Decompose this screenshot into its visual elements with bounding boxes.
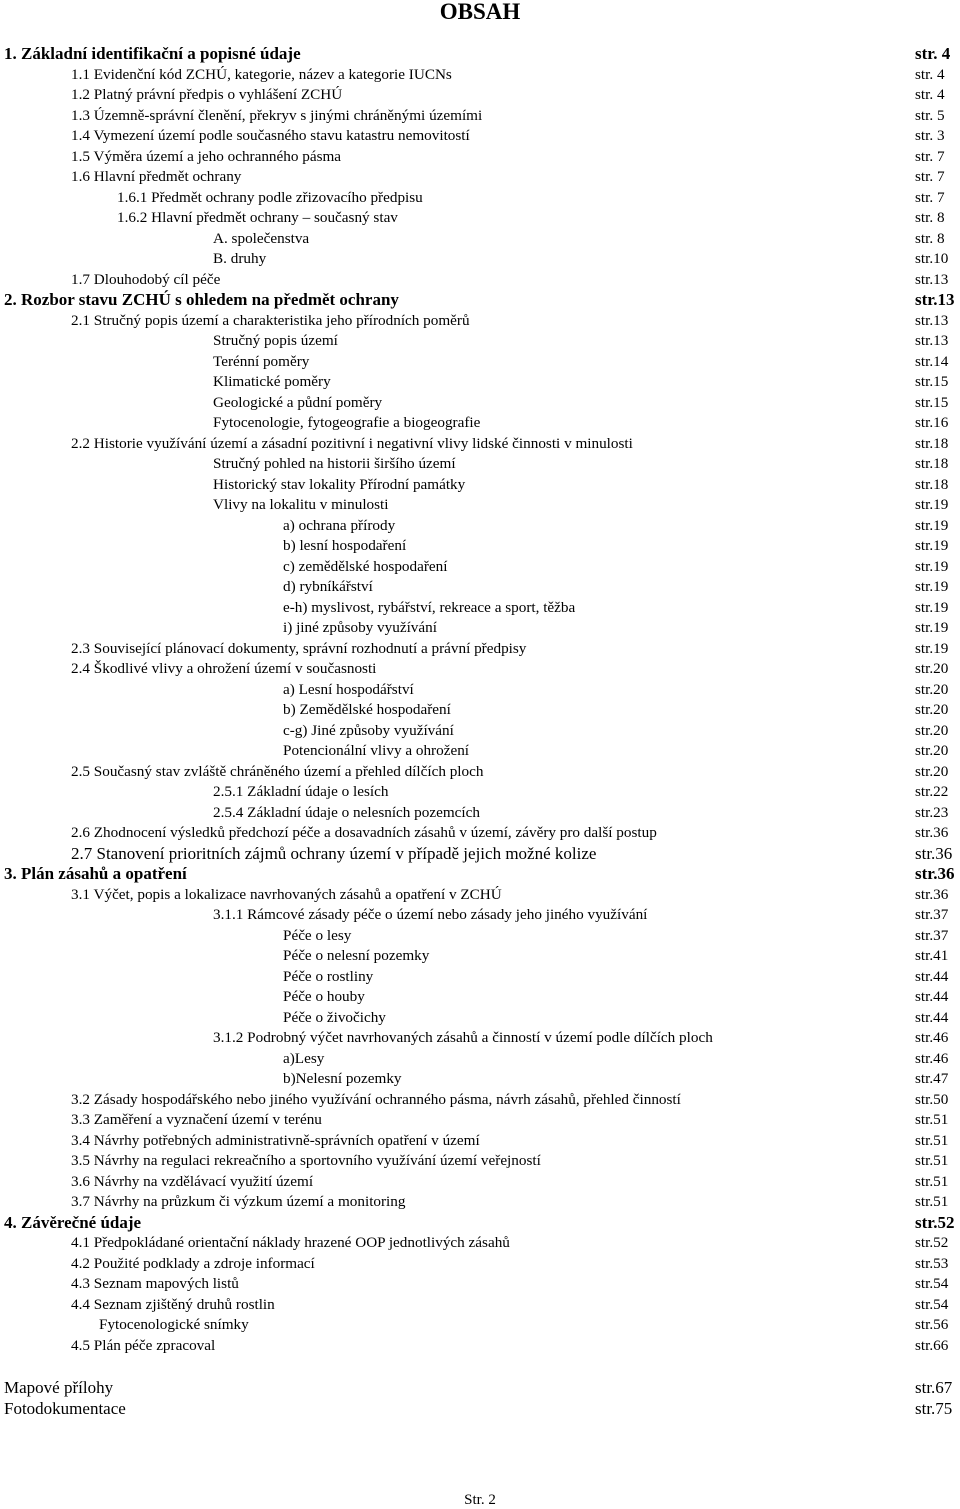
page-title: OBSAH bbox=[439, 0, 521, 24]
toc-entry-label: 1.2 Platný právní předpis o vyhlášení ZCHÚ bbox=[71, 86, 343, 103]
toc-entry-label: A. společenstva bbox=[213, 229, 310, 247]
toc-entry-label: Terénní poměry bbox=[213, 352, 310, 370]
toc-row-historie-sirsiho-uzemi[interactable] bbox=[0, 454, 960, 475]
toc-page-number: str.36 bbox=[915, 843, 953, 863]
toc-row-historicky-stav[interactable] bbox=[0, 475, 960, 496]
toc-page-number: str. 4 bbox=[915, 86, 945, 103]
toc-entry-label: 1.6.2 Hlavní předmět ochrany – současný stav bbox=[117, 209, 398, 226]
toc-entry-label: 4. Závěrečné údaje bbox=[4, 1212, 142, 1232]
toc-row-lesni-hospodarstvi[interactable] bbox=[0, 680, 960, 701]
toc-page-number: str.19 bbox=[915, 516, 949, 534]
toc-entry-label: Péče o lesy bbox=[283, 926, 352, 944]
toc-page-number: str.20 bbox=[915, 721, 949, 739]
toc-row-fytocenologicke-snimky[interactable] bbox=[0, 1315, 960, 1336]
toc-row-3-3[interactable] bbox=[0, 1110, 960, 1131]
toc-page-number: str.13 bbox=[915, 332, 949, 349]
toc-row-pece-o-houby[interactable] bbox=[0, 987, 960, 1008]
toc-page-number: str.19 bbox=[915, 598, 949, 616]
toc-row-fytocenologie[interactable] bbox=[0, 413, 960, 434]
toc-entry-label: a)Lesy bbox=[283, 1049, 325, 1067]
toc-entry-label: 2.3 Související plánovací dokumenty, správní rozhodnutí a právní předpisy bbox=[71, 639, 527, 657]
toc-row-3-7[interactable] bbox=[0, 1192, 960, 1213]
toc-row-zemedelske-hospodareni[interactable] bbox=[0, 557, 960, 578]
toc-row-1-5[interactable] bbox=[0, 147, 960, 168]
toc-page-number: str.20 bbox=[915, 742, 949, 759]
toc-page-number: str.18 bbox=[915, 455, 949, 472]
toc-page-number: str.56 bbox=[915, 1316, 949, 1333]
toc-row-3-1[interactable] bbox=[0, 885, 960, 906]
toc-page-number: str.13 bbox=[915, 311, 949, 329]
toc-entry-label: 1.1 Evidenční kód ZCHÚ, kategorie, název a kategorie IUCNs bbox=[71, 65, 452, 83]
toc-entry-label: 2.6 Zhodnocení výsledků předchozí péče a dosavadních zásahů v území, závěry pro další postup bbox=[71, 824, 657, 841]
toc-row-4-4[interactable] bbox=[0, 1295, 960, 1316]
toc-row-klimaticke-pomery[interactable] bbox=[0, 372, 960, 393]
toc-row-3-1-1[interactable] bbox=[0, 905, 960, 926]
toc-page-number: str.19 bbox=[915, 619, 949, 636]
toc-page-number: str.46 bbox=[915, 1029, 949, 1046]
toc-row-terenni-pomery[interactable] bbox=[0, 352, 960, 373]
toc-entry-label: 2.2 Historie využívání území a zásadní pozitivní i negativní vlivy lidské činnosti v minulosti bbox=[71, 434, 633, 452]
toc-page-number: str.36 bbox=[915, 885, 949, 903]
toc-entry-label: Mapové přílohy bbox=[4, 1378, 114, 1397]
toc-row-3[interactable] bbox=[0, 864, 960, 885]
toc-row-pece-o-lesy[interactable] bbox=[0, 926, 960, 947]
toc-page-number: str.44 bbox=[915, 967, 949, 985]
toc-entry-label: i) jiné způsoby využívání bbox=[283, 619, 437, 636]
toc-entry-label: Fytocenologické snímky bbox=[99, 1316, 249, 1333]
toc-entry-label: 3.2 Zásady hospodářského nebo jiného využívání ochranného pásma, návrh zásahů, přehled činností bbox=[71, 1090, 681, 1108]
toc-row-1-7[interactable] bbox=[0, 270, 960, 291]
toc-entry-label: 2.5 Současný stav zvláště chráněného území a přehled dílčích ploch bbox=[71, 762, 484, 780]
toc-page-number: str.36 bbox=[915, 824, 949, 841]
toc-row-2-7[interactable] bbox=[0, 844, 960, 865]
toc-row-1-2[interactable] bbox=[0, 85, 960, 106]
toc-entry-label: 1.6.1 Předmět ochrany podle zřizovacího předpisu bbox=[117, 188, 423, 206]
toc-row-potencionalni-vlivy[interactable] bbox=[0, 741, 960, 762]
toc-row-3-4[interactable] bbox=[0, 1131, 960, 1152]
toc-entry-label: e-h) myslivost, rybářství, rekreace a sport, těžba bbox=[283, 598, 576, 616]
toc-entry-label: 3.1 Výčet, popis a lokalizace navrhovaných zásahů a opatření v ZCHÚ bbox=[71, 885, 502, 903]
table-of-contents bbox=[0, 44, 960, 1419]
toc-page-number: str.37 bbox=[915, 926, 949, 944]
toc-entry-label: 2.1 Stručný popis území a charakteristika jeho přírodních poměrů bbox=[71, 311, 470, 329]
toc-row-rybnikarstvi[interactable] bbox=[0, 577, 960, 598]
toc-entry-label: B. druhy bbox=[213, 250, 267, 267]
toc-row-geologicke-pomery[interactable] bbox=[0, 393, 960, 414]
toc-row-mapove-prilohy[interactable] bbox=[0, 1378, 960, 1399]
toc-page-number: str.36 bbox=[915, 864, 955, 883]
toc-entry-label: 1.7 Dlouhodobý cíl péče bbox=[71, 270, 221, 288]
toc-page-number: str.52 bbox=[915, 1212, 955, 1232]
toc-entry-label: Klimatické poměry bbox=[213, 373, 331, 390]
toc-page-number: str.23 bbox=[915, 803, 949, 821]
toc-entry-label: Péče o živočichy bbox=[283, 1008, 386, 1026]
toc-row-4-1[interactable] bbox=[0, 1233, 960, 1254]
toc-row-jine-zpusoby-vyuzivani[interactable] bbox=[0, 721, 960, 742]
toc-page-number: str.44 bbox=[915, 1008, 949, 1026]
toc-row-b-druhy[interactable] bbox=[0, 249, 960, 270]
toc-page-number: str.67 bbox=[915, 1378, 953, 1397]
toc-row-4-3[interactable] bbox=[0, 1274, 960, 1295]
toc-row-myslivost[interactable] bbox=[0, 598, 960, 619]
toc-entry-label: c) zemědělské hospodaření bbox=[283, 557, 448, 575]
toc-row-2-4[interactable] bbox=[0, 659, 960, 680]
toc-page-number: str.46 bbox=[915, 1049, 949, 1067]
toc-entry-label: 1.6 Hlavní předmět ochrany bbox=[71, 168, 242, 185]
toc-entry-label: 4.5 Plán péče zpracoval bbox=[71, 1336, 216, 1354]
toc-row-ochrana-prirody[interactable] bbox=[0, 516, 960, 537]
toc-entry-label: 1.3 Územně-správní členění, překryv s jinými chráněnými územími bbox=[71, 106, 483, 124]
toc-entry-label: b)Nelesní pozemky bbox=[283, 1070, 402, 1087]
toc-entry-label: Fytocenologie, fytogeografie a biogeografie bbox=[213, 414, 481, 431]
toc-row-2-1[interactable] bbox=[0, 311, 960, 332]
toc-entry-label: d) rybníkářství bbox=[283, 578, 373, 595]
toc-page-number: str. 8 bbox=[915, 209, 945, 226]
toc-page-number: str.22 bbox=[915, 783, 949, 800]
toc-page-number: str.51 bbox=[915, 1193, 949, 1210]
toc-row-2-5-1[interactable] bbox=[0, 782, 960, 803]
toc-row-vlivy-v-minulosti[interactable] bbox=[0, 495, 960, 516]
toc-row-jine-zpusoby[interactable] bbox=[0, 618, 960, 639]
toc-entry-label: 3.1.1 Rámcové zásady péče o území nebo zásady jeho jiného využívání bbox=[213, 906, 648, 923]
toc-entry-label: 3.1.2 Podrobný výčet navrhovaných zásahů a činností v území podle dílčích ploch bbox=[213, 1029, 713, 1046]
toc-page-number: str.52 bbox=[915, 1234, 949, 1251]
toc-entry-label: 2.5.4 Základní údaje o nelesních pozemcích bbox=[213, 803, 480, 821]
toc-row-fotodokumentace[interactable] bbox=[0, 1399, 960, 1420]
toc-entry-label: Péče o houby bbox=[283, 988, 365, 1005]
toc-page-number: str.20 bbox=[915, 762, 949, 780]
toc-page-number: str.53 bbox=[915, 1254, 949, 1272]
toc-page-number: str.44 bbox=[915, 988, 949, 1005]
toc-page-number: str. 4 bbox=[915, 65, 945, 83]
toc-entry-label: 4.2 Použité podklady a zdroje informací bbox=[71, 1254, 315, 1272]
toc-page-number: str. 3 bbox=[915, 127, 945, 144]
toc-page-number: str.20 bbox=[915, 660, 949, 677]
toc-page-number: str.16 bbox=[915, 414, 949, 431]
toc-page-number: str.15 bbox=[915, 393, 949, 411]
toc-row-2-2[interactable] bbox=[0, 434, 960, 455]
toc-row-1-4[interactable] bbox=[0, 126, 960, 147]
toc-entry-label: 3.3 Zaměření a vyznačení území v terénu bbox=[71, 1111, 322, 1128]
toc-page-number: str.18 bbox=[915, 434, 949, 452]
toc-page-number: str.51 bbox=[915, 1172, 949, 1190]
toc-page-number: str.19 bbox=[915, 496, 949, 513]
toc-entry-label: 2.5.1 Základní údaje o lesích bbox=[213, 783, 389, 800]
toc-page-number: str.10 bbox=[915, 250, 949, 267]
toc-page-number: str.19 bbox=[915, 639, 949, 657]
toc-row-2[interactable] bbox=[0, 290, 960, 311]
toc-page-number: str.41 bbox=[915, 947, 949, 964]
toc-page-number: str.51 bbox=[915, 1131, 949, 1149]
toc-entry-label: a) Lesní hospodářství bbox=[283, 680, 414, 698]
toc-entry-label: 4.1 Předpokládané orientační náklady hrazené OOP jednotlivých zásahů bbox=[71, 1234, 510, 1251]
toc-page-number: str.13 bbox=[915, 290, 955, 309]
toc-page-number: str.20 bbox=[915, 680, 949, 698]
toc-row-2-6[interactable] bbox=[0, 823, 960, 844]
toc-entry-label: 3.4 Návrhy potřebných administrativně-správních opatření v území bbox=[71, 1131, 480, 1149]
toc-page-number: str.19 bbox=[915, 578, 949, 595]
toc-entry-label: 3. Plán zásahů a opatření bbox=[4, 864, 187, 883]
toc-page-number: str. 4 bbox=[915, 44, 951, 63]
toc-row-nelesni-pozemky[interactable] bbox=[0, 1069, 960, 1090]
toc-row-2-5[interactable] bbox=[0, 762, 960, 783]
toc-entry-label: 4.3 Seznam mapových listů bbox=[71, 1275, 239, 1292]
toc-entry-label: Péče o nelesní pozemky bbox=[283, 947, 430, 964]
toc-entry-label: b) Zemědělské hospodaření bbox=[283, 701, 451, 718]
toc-entry-label: Péče o rostliny bbox=[283, 967, 374, 985]
toc-page-number: str.51 bbox=[915, 1152, 949, 1169]
toc-row-lesni-hospodareni[interactable] bbox=[0, 536, 960, 557]
toc-row-zemedelske-hospodareni-2[interactable] bbox=[0, 700, 960, 721]
toc-row-4-5[interactable] bbox=[0, 1336, 960, 1357]
toc-row-1-6-1[interactable] bbox=[0, 188, 960, 209]
toc-row-2-5-4[interactable] bbox=[0, 803, 960, 824]
toc-row-lesy[interactable] bbox=[0, 1049, 960, 1070]
toc-page-number: str.19 bbox=[915, 557, 949, 575]
toc-page-number: str.20 bbox=[915, 701, 949, 718]
toc-entry-label: 4.4 Seznam zjištěný druhů rostlin bbox=[71, 1295, 275, 1313]
toc-page-number: str. 7 bbox=[915, 188, 945, 206]
toc-row-strucny-popis[interactable] bbox=[0, 331, 960, 352]
toc-row-1[interactable] bbox=[0, 44, 960, 65]
toc-entry-label: 1. Základní identifikační a popisné údaje bbox=[4, 44, 301, 63]
toc-entry-label: c-g) Jiné způsoby využívání bbox=[283, 721, 454, 739]
toc-row-1-6[interactable] bbox=[0, 167, 960, 188]
toc-page-number: str.13 bbox=[915, 270, 949, 288]
toc-page-number: str.66 bbox=[915, 1336, 949, 1354]
toc-page-number: str.75 bbox=[915, 1398, 953, 1418]
toc-row-pece-o-nelesni-pozemky[interactable] bbox=[0, 946, 960, 967]
toc-row-4-2[interactable] bbox=[0, 1254, 960, 1275]
toc-page-number: str.47 bbox=[915, 1070, 949, 1087]
toc-page-number: str. 7 bbox=[915, 147, 945, 165]
toc-entry-label: Potencionální vlivy a ohrožení bbox=[283, 742, 470, 759]
toc-row-pece-o-zivocichy[interactable] bbox=[0, 1008, 960, 1029]
toc-row-3-6[interactable] bbox=[0, 1172, 960, 1193]
toc-entry-label: 2.4 Škodlivé vlivy a ohrožení území v současnosti bbox=[71, 660, 377, 677]
toc-page-number: str.19 bbox=[915, 537, 949, 554]
toc-page-number: str.54 bbox=[915, 1295, 949, 1313]
toc-entry-label: 1.5 Výměra území a jeho ochranného pásma bbox=[71, 147, 342, 165]
toc-entry-label: 2.7 Stanovení prioritních zájmů ochrany území v případě jejich možné kolize bbox=[71, 843, 597, 863]
toc-entry-label: 1.4 Vymezení území podle současného stavu katastru nemovitostí bbox=[71, 127, 470, 144]
toc-row-3-5[interactable] bbox=[0, 1151, 960, 1172]
toc-entry-label: 3.5 Návrhy na regulaci rekreačního a sportovního využívání území veřejností bbox=[71, 1152, 541, 1169]
toc-entry-label: a) ochrana přírody bbox=[283, 516, 396, 534]
toc-entry-label: Historický stav lokality Přírodní památky bbox=[213, 475, 466, 493]
toc-entry-label: Fotodokumentace bbox=[4, 1398, 126, 1418]
toc-page-number: str.14 bbox=[915, 352, 949, 370]
page-number-footer: Str. 2 bbox=[464, 1492, 496, 1508]
toc-page-number: str.54 bbox=[915, 1275, 949, 1292]
toc-row-3-2[interactable] bbox=[0, 1090, 960, 1111]
toc-row-pece-o-rostliny[interactable] bbox=[0, 967, 960, 988]
toc-page-number: str. 7 bbox=[915, 168, 945, 185]
toc-entry-label: Stručný pohled na historii širšího území bbox=[213, 455, 456, 472]
toc-entry-label: 3.7 Návrhy na průzkum či výzkum území a monitoring bbox=[71, 1193, 406, 1210]
toc-page-number: str.37 bbox=[915, 906, 949, 923]
toc-page-number: str. 5 bbox=[915, 106, 945, 124]
toc-row-1-1[interactable] bbox=[0, 65, 960, 86]
toc-row-3-1-2[interactable] bbox=[0, 1028, 960, 1049]
toc-page-number: str.51 bbox=[915, 1111, 949, 1128]
toc-row-a-spolecenstva[interactable] bbox=[0, 229, 960, 250]
toc-page-number: str.15 bbox=[915, 373, 949, 390]
toc-entry-label: 2. Rozbor stavu ZCHÚ s ohledem na předmět ochrany bbox=[4, 290, 399, 309]
toc-entry-label: Stručný popis území bbox=[213, 332, 338, 349]
toc-page-number: str.50 bbox=[915, 1090, 949, 1108]
toc-page-number: str.18 bbox=[915, 475, 949, 493]
toc-page-number: str. 8 bbox=[915, 229, 945, 247]
toc-entry-label: b) lesní hospodaření bbox=[283, 537, 407, 554]
toc-entry-label: 3.6 Návrhy na vzdělávací využití území bbox=[71, 1172, 314, 1190]
toc-row-1-6-2[interactable] bbox=[0, 208, 960, 229]
toc-entry-label: Vlivy na lokalitu v minulosti bbox=[213, 496, 389, 513]
toc-row-2-3[interactable] bbox=[0, 639, 960, 660]
toc-row-1-3[interactable] bbox=[0, 106, 960, 127]
toc-row-4[interactable] bbox=[0, 1213, 960, 1234]
toc-entry-label: Geologické a půdní poměry bbox=[213, 393, 383, 411]
